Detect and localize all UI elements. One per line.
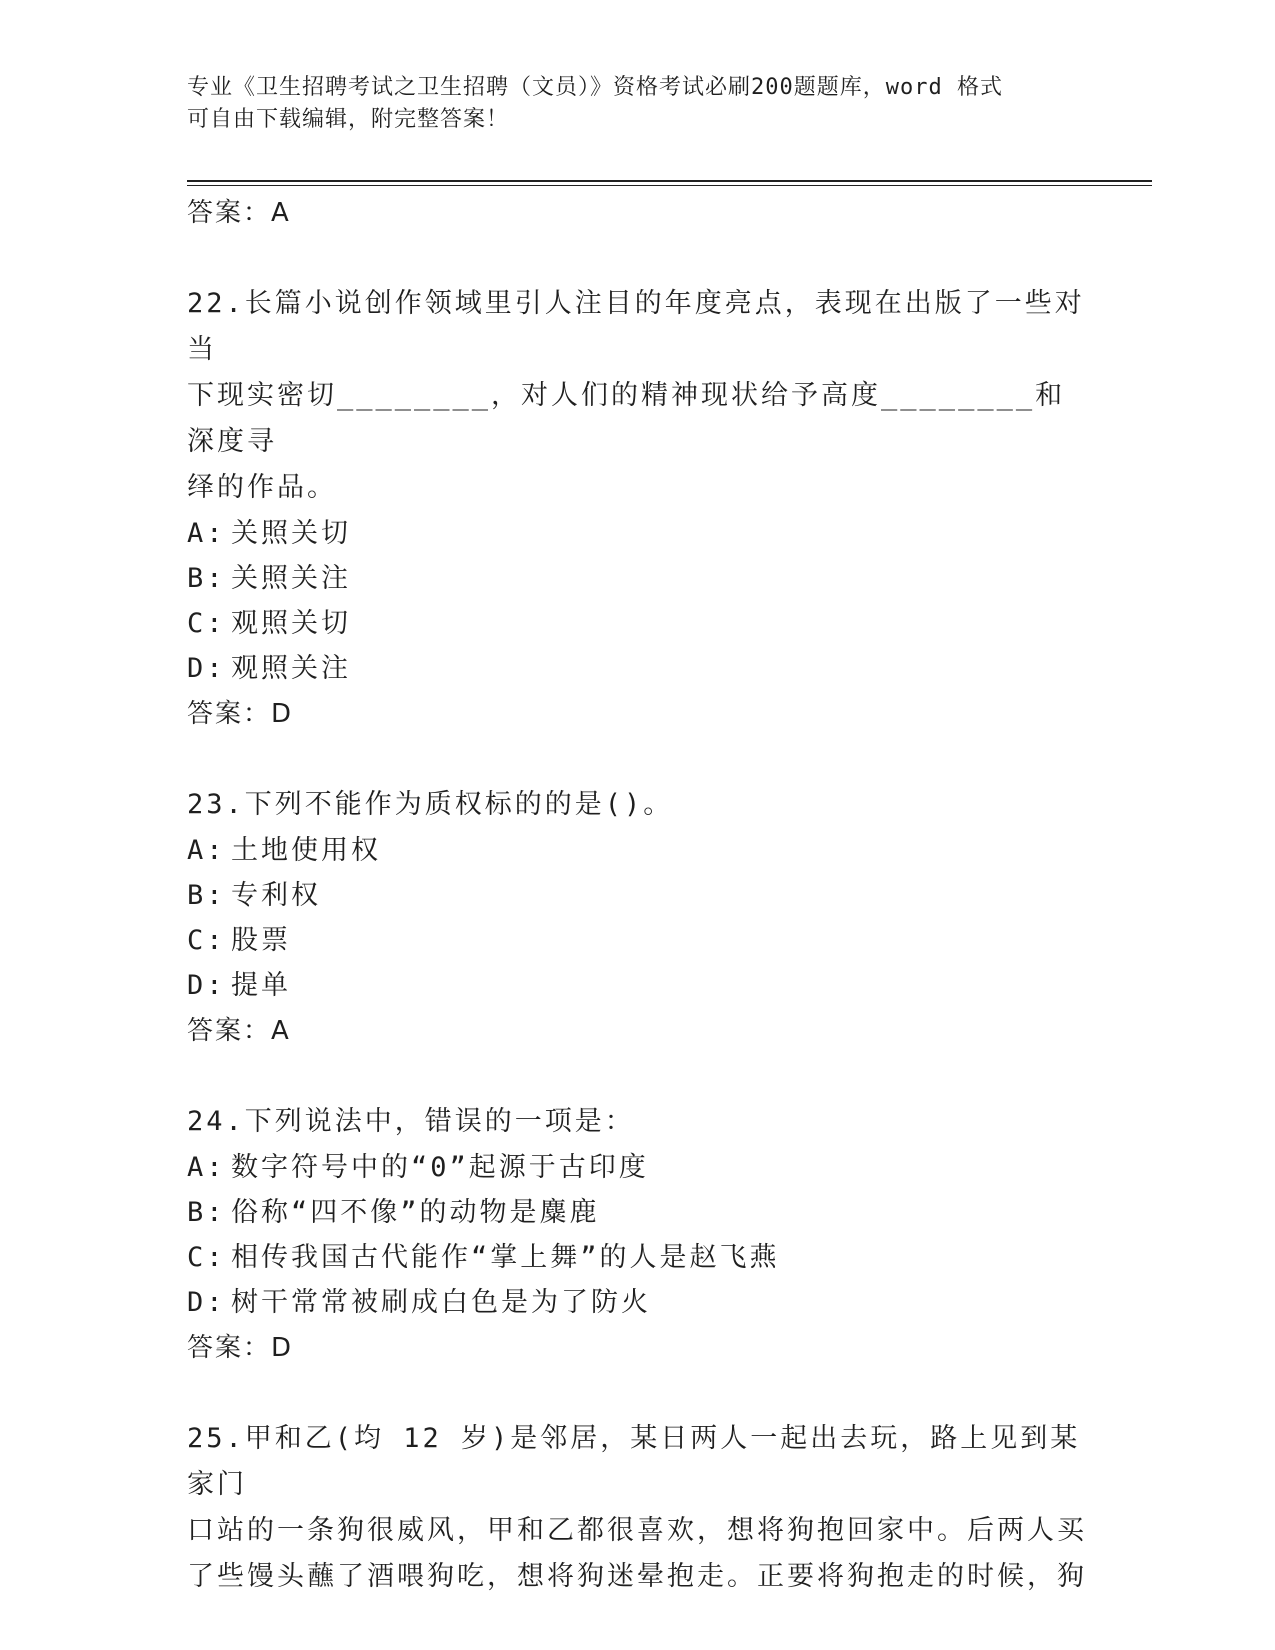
question-22 (187, 281, 1087, 737)
option-key: D: (187, 970, 226, 1001)
option-key: C: (187, 608, 226, 639)
header-line-2: 可自由下载编辑，附完整答案！ (187, 107, 510, 132)
option-key: C: (187, 925, 226, 956)
option-d (187, 646, 1087, 691)
option-text: 俗称“四不像”的动物是麋鹿 (231, 1197, 600, 1228)
stem-line: 绎的作品。 (187, 472, 337, 503)
question-stem (187, 782, 1087, 828)
header-divider-thick (187, 180, 1152, 182)
option-b (187, 873, 1087, 918)
stem-line: 口站的一条狗很威风，甲和乙都很喜欢，想将狗抱回家中。后两人买 (187, 1515, 1087, 1546)
stem-line: 22.长篇小说创作领域里引人注目的年度亮点，表现在出版了一些对当 (187, 288, 1085, 365)
option-c (187, 918, 1087, 963)
option-key: D: (187, 653, 226, 684)
option-b (187, 556, 1087, 601)
document-header (187, 72, 1067, 136)
question-stem (187, 1099, 1087, 1145)
option-text: 股票 (231, 925, 291, 956)
option-text: 树干常常被刷成白色是为了防火 (231, 1287, 651, 1318)
option-a (187, 828, 1087, 873)
option-key: B: (187, 563, 226, 594)
option-key: B: (187, 880, 226, 911)
option-key: A: (187, 1152, 226, 1183)
option-text: 专利权 (231, 880, 321, 911)
option-text: 数字符号中的“0”起源于古印度 (231, 1152, 649, 1183)
stem-line: 24.下列说法中，错误的一项是： (187, 1106, 635, 1137)
stem-line: 下现实密切________，对人们的精神现状给予高度________和深度寻 (187, 380, 1066, 457)
question-stem (187, 1416, 1087, 1600)
question-24 (187, 1099, 1087, 1371)
stem-line: 23.下列不能作为质权标的的是()。 (187, 789, 674, 820)
stem-line: 25.甲和乙(均 12 岁)是邻居，某日两人一起出去玩，路上见到某家门 (187, 1423, 1081, 1500)
header-line-1: 专业《卫生招聘考试之卫生招聘（文员）》资格考试必刷200题题库，word 格式 (187, 75, 1003, 100)
option-text: 相传我国古代能作“掌上舞”的人是赵飞燕 (231, 1242, 780, 1273)
option-text: 提单 (231, 970, 291, 1001)
stem-line: 了些馒头蘸了酒喂狗吃，想将狗迷晕抱走。正要将狗抱走的时候，狗 (187, 1561, 1087, 1592)
option-b (187, 1190, 1087, 1235)
option-key: A: (187, 518, 226, 549)
option-c (187, 601, 1087, 646)
option-c (187, 1235, 1087, 1280)
option-text: 关照关注 (231, 563, 351, 594)
option-text: 观照关切 (231, 608, 351, 639)
question-list (187, 190, 1087, 1600)
answer-line: 答案：A (187, 1016, 291, 1046)
header-divider-thin (187, 185, 1152, 186)
option-key: B: (187, 1197, 226, 1228)
answer-line: 答案：A (187, 198, 291, 228)
question-25 (187, 1416, 1087, 1600)
option-text: 观照关注 (231, 653, 351, 684)
answer-line: 答案：D (187, 1333, 294, 1363)
option-key: D: (187, 1287, 226, 1318)
option-d (187, 963, 1087, 1008)
answer-line: 答案：D (187, 699, 294, 729)
option-text: 关照关切 (231, 518, 351, 549)
option-key: C: (187, 1242, 226, 1273)
option-d (187, 1280, 1087, 1325)
option-a (187, 511, 1087, 556)
option-key: A: (187, 835, 226, 866)
option-a (187, 1145, 1087, 1190)
option-text: 土地使用权 (231, 835, 381, 866)
question-23 (187, 782, 1087, 1054)
question-stem (187, 281, 1087, 511)
